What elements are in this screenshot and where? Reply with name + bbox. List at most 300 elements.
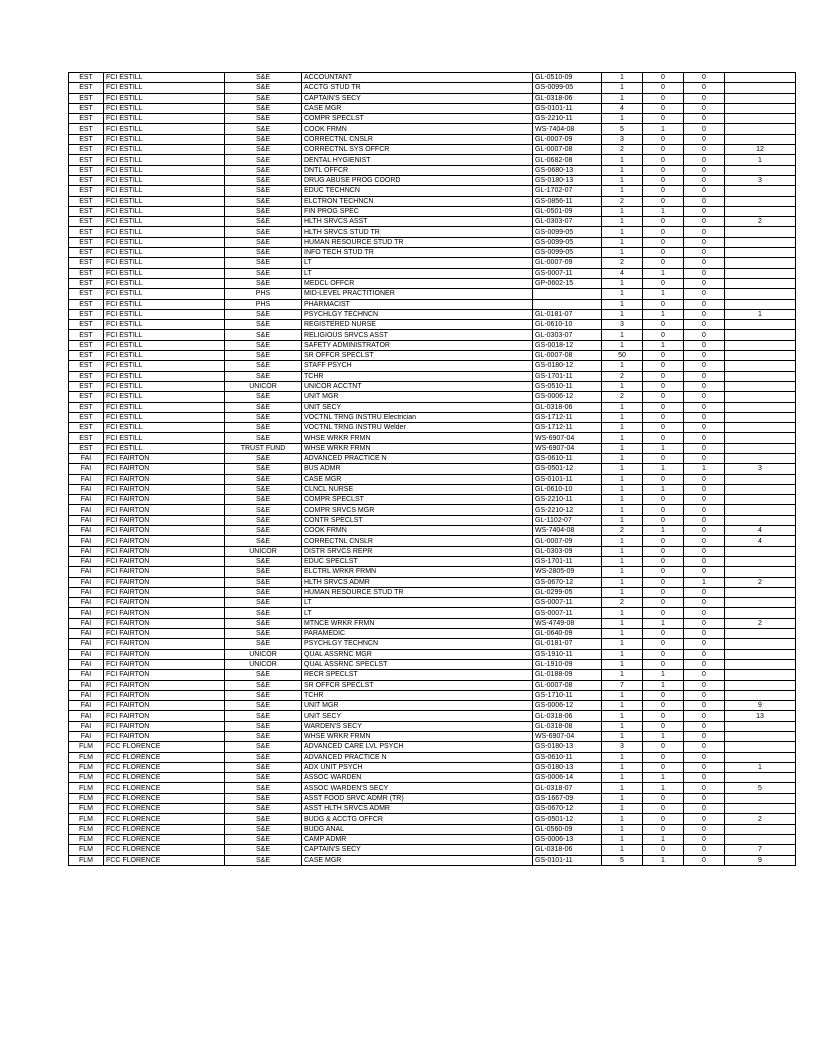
facility-cell: FCI ESTILL [104,351,225,361]
facility-cell: FCI FAIRTON [104,721,225,731]
facility-cell: FCI ESTILL [104,73,225,83]
count-c-cell: 0 [684,814,725,824]
count-d-cell: 2 [725,618,796,628]
count-d-cell [725,412,796,422]
count-b-cell: 0 [643,433,684,443]
count-a-cell: 1 [602,175,643,185]
count-d-cell: 12 [725,145,796,155]
count-d-cell [725,351,796,361]
position-cell: TCHR [302,371,533,381]
count-b-cell: 0 [643,845,684,855]
grade-cell [533,289,602,299]
fund-cell: S&E [225,567,302,577]
count-b-cell: 1 [643,526,684,536]
fund-cell: S&E [225,690,302,700]
position-cell: COOK FRMN [302,526,533,536]
count-a-cell: 1 [602,752,643,762]
fund-cell: S&E [225,93,302,103]
count-a-cell: 1 [602,495,643,505]
table-row [69,649,796,659]
count-d-cell [725,690,796,700]
count-a-cell: 1 [602,402,643,412]
position-cell: ELCTRL WRKR FRMN [302,567,533,577]
code-cell: FAI [69,495,104,505]
code-cell: FAI [69,515,104,525]
code-cell: EST [69,93,104,103]
facility-cell: FCI FAIRTON [104,567,225,577]
count-a-cell: 1 [602,361,643,371]
table-row [69,855,796,865]
facility-cell: FCI FAIRTON [104,515,225,525]
position-cell: MEDCL OFFCR [302,278,533,288]
fund-cell: S&E [225,175,302,185]
position-cell: CAPTAIN'S SECY [302,845,533,855]
facility-cell: FCI FAIRTON [104,598,225,608]
grade-cell: GL-0318-06 [533,845,602,855]
count-a-cell: 5 [602,124,643,134]
facility-cell: FCI ESTILL [104,361,225,371]
table-row [69,834,796,844]
count-b-cell: 0 [643,217,684,227]
count-b-cell: 0 [643,423,684,433]
count-a-cell: 2 [602,392,643,402]
facility-cell: FCI FAIRTON [104,495,225,505]
fund-cell: S&E [225,453,302,463]
grade-cell: WS-6907-04 [533,732,602,742]
grade-cell: GS-0680-13 [533,165,602,175]
count-c-cell: 0 [684,361,725,371]
position-cell: MID-LEVEL PRACTITIONER [302,289,533,299]
count-b-cell: 0 [643,453,684,463]
position-cell: CAMP ADMR [302,834,533,844]
facility-cell: FCI ESTILL [104,196,225,206]
count-c-cell: 0 [684,145,725,155]
table-row [69,577,796,587]
table-row [69,351,796,361]
table-row [69,762,796,772]
fund-cell: PHS [225,289,302,299]
grade-cell: GS-0099-05 [533,237,602,247]
count-b-cell: 0 [643,186,684,196]
count-d-cell [725,196,796,206]
count-c-cell: 0 [684,752,725,762]
position-cell: BUDG ANAL [302,824,533,834]
count-a-cell: 1 [602,824,643,834]
position-cell: HLTH SRVCS STUD TR [302,227,533,237]
code-cell: FAI [69,732,104,742]
count-c-cell: 0 [684,546,725,556]
count-d-cell [725,73,796,83]
code-cell: FAI [69,711,104,721]
table-row [69,289,796,299]
grade-cell: GS-1712-11 [533,412,602,422]
count-a-cell: 3 [602,134,643,144]
count-c-cell: 0 [684,433,725,443]
count-d-cell [725,340,796,350]
count-c-cell: 0 [684,690,725,700]
grade-cell: GS-0180-12 [533,361,602,371]
grade-cell: GL-0510-09 [533,73,602,83]
facility-cell: FCI FAIRTON [104,649,225,659]
grade-cell: GL-0299-05 [533,587,602,597]
count-b-cell: 1 [643,834,684,844]
fund-cell: S&E [225,114,302,124]
table-row [69,793,796,803]
count-a-cell: 1 [602,556,643,566]
count-d-cell [725,495,796,505]
code-cell: FLM [69,824,104,834]
facility-cell: FCI FAIRTON [104,526,225,536]
code-cell: FLM [69,814,104,824]
fund-cell: S&E [225,639,302,649]
count-a-cell: 1 [602,217,643,227]
table-row [69,206,796,216]
count-a-cell: 1 [602,814,643,824]
count-d-cell [725,680,796,690]
fund-cell: S&E [225,670,302,680]
fund-cell: PHS [225,299,302,309]
count-b-cell: 0 [643,608,684,618]
table-row [69,701,796,711]
fund-cell: S&E [225,196,302,206]
count-d-cell [725,556,796,566]
code-cell: FAI [69,639,104,649]
position-cell: ADX UNIT PSYCH [302,762,533,772]
facility-cell: FCI FAIRTON [104,546,225,556]
table-row [69,814,796,824]
fund-cell: S&E [225,793,302,803]
grade-cell: GL-0318-08 [533,721,602,731]
code-cell: FAI [69,690,104,700]
grade-cell: GL-0188-09 [533,670,602,680]
count-c-cell: 0 [684,237,725,247]
grade-cell: GS-0670-12 [533,577,602,587]
table-row [69,248,796,258]
position-cell: DNTL OFFCR [302,165,533,175]
count-c-cell: 0 [684,93,725,103]
fund-cell: S&E [225,423,302,433]
position-cell: EDUC TECHNCN [302,186,533,196]
count-c-cell: 0 [684,598,725,608]
position-cell: SR OFFCR SPECLST [302,680,533,690]
count-a-cell: 1 [602,73,643,83]
facility-cell: FCI ESTILL [104,412,225,422]
count-b-cell: 0 [643,381,684,391]
count-a-cell: 50 [602,351,643,361]
fund-cell: S&E [225,762,302,772]
count-d-cell [725,824,796,834]
count-b-cell: 0 [643,505,684,515]
position-cell: PSYCHLGY TECHNCN [302,639,533,649]
grade-cell: GL-0318-06 [533,711,602,721]
facility-cell: FCI FAIRTON [104,505,225,515]
fund-cell: UNICOR [225,659,302,669]
count-d-cell: 2 [725,814,796,824]
count-a-cell: 1 [602,577,643,587]
count-a-cell: 1 [602,433,643,443]
count-a-cell: 1 [602,804,643,814]
fund-cell: UNICOR [225,546,302,556]
fund-cell: S&E [225,258,302,268]
fund-cell: S&E [225,701,302,711]
count-d-cell [725,484,796,494]
count-c-cell: 0 [684,103,725,113]
facility-cell: FCI ESTILL [104,381,225,391]
count-d-cell [725,320,796,330]
position-cell: RELIGIOUS SRVCS ASST [302,330,533,340]
facility-cell: FCI ESTILL [104,289,225,299]
fund-cell: S&E [225,556,302,566]
count-b-cell: 0 [643,474,684,484]
count-d-cell [725,732,796,742]
fund-cell: S&E [225,834,302,844]
position-cell: VOCTNL TRNG INSTRU Welder [302,423,533,433]
count-b-cell: 0 [643,556,684,566]
fund-cell: S&E [225,536,302,546]
count-c-cell: 0 [684,618,725,628]
count-b-cell: 0 [643,659,684,669]
count-d-cell: 3 [725,175,796,185]
count-b-cell: 0 [643,546,684,556]
code-cell: EST [69,433,104,443]
grade-cell: WS-7404-08 [533,124,602,134]
code-cell: FLM [69,783,104,793]
table-row [69,474,796,484]
fund-cell: S&E [225,392,302,402]
facility-cell: FCI ESTILL [104,145,225,155]
facility-cell: FCI FAIRTON [104,484,225,494]
count-a-cell: 1 [602,639,643,649]
table-row [69,670,796,680]
count-b-cell: 0 [643,175,684,185]
count-d-cell [725,443,796,453]
count-c-cell: 0 [684,793,725,803]
facility-cell: FCI ESTILL [104,206,225,216]
code-cell: FAI [69,598,104,608]
count-a-cell: 1 [602,227,643,237]
count-b-cell: 0 [643,495,684,505]
position-cell: COMPR SPECLST [302,495,533,505]
table-row [69,73,796,83]
position-cell: ELCTRON TECHNCN [302,196,533,206]
facility-cell: FCI ESTILL [104,320,225,330]
count-b-cell: 0 [643,762,684,772]
count-c-cell: 0 [684,258,725,268]
facility-cell: FCI FAIRTON [104,690,225,700]
count-d-cell: 13 [725,711,796,721]
code-cell: EST [69,145,104,155]
fund-cell: S&E [225,484,302,494]
table-row [69,515,796,525]
count-c-cell: 0 [684,289,725,299]
position-cell: WHSE WRKR FRMN [302,443,533,453]
grade-cell: GS-0501-12 [533,814,602,824]
table-row [69,361,796,371]
count-c-cell: 0 [684,248,725,258]
count-c-cell: 0 [684,196,725,206]
count-d-cell [725,453,796,463]
position-cell: ADVANCED CARE LVL PSYCH [302,742,533,752]
facility-cell: FCC FLORENCE [104,824,225,834]
count-a-cell: 1 [602,608,643,618]
table-row [69,505,796,515]
count-a-cell: 1 [602,711,643,721]
grade-cell: GS-0610-11 [533,752,602,762]
fund-cell: S&E [225,680,302,690]
fund-cell: S&E [225,340,302,350]
count-d-cell [725,206,796,216]
count-d-cell: 4 [725,536,796,546]
count-c-cell: 0 [684,495,725,505]
grade-cell: GS-1712-11 [533,423,602,433]
count-d-cell [725,567,796,577]
table-row [69,556,796,566]
count-a-cell: 1 [602,793,643,803]
code-cell: EST [69,361,104,371]
count-a-cell: 1 [602,453,643,463]
count-d-cell [725,299,796,309]
code-cell: FAI [69,721,104,731]
code-cell: EST [69,217,104,227]
grade-cell [533,299,602,309]
count-a-cell: 1 [602,690,643,700]
count-b-cell: 0 [643,351,684,361]
count-b-cell: 0 [643,248,684,258]
count-c-cell: 0 [684,536,725,546]
fund-cell: S&E [225,711,302,721]
code-cell: EST [69,351,104,361]
count-a-cell: 1 [602,515,643,525]
position-cell: CLNCL NURSE [302,484,533,494]
position-cell: ADVANCED PRACTICE N [302,453,533,463]
grade-cell: GS-1710-11 [533,690,602,700]
position-cell: DISTR SRVCS REPR [302,546,533,556]
grade-cell: GS-1667-09 [533,793,602,803]
grade-cell: GS-0099-05 [533,248,602,258]
count-c-cell: 0 [684,721,725,731]
grade-cell: GS-0101-11 [533,474,602,484]
grade-cell: GL-0181-07 [533,639,602,649]
fund-cell: TRUST FUND [225,443,302,453]
table-row [69,608,796,618]
facility-cell: FCI FAIRTON [104,608,225,618]
grade-cell: GL-0181-07 [533,309,602,319]
facility-cell: FCI ESTILL [104,443,225,453]
count-c-cell: 0 [684,742,725,752]
code-cell: EST [69,165,104,175]
facility-cell: FCI FAIRTON [104,680,225,690]
facility-cell: FCI FAIRTON [104,464,225,474]
fund-cell: S&E [225,186,302,196]
facility-cell: FCI ESTILL [104,134,225,144]
table-row [69,145,796,155]
count-b-cell: 0 [643,237,684,247]
grade-cell: GL-0318-06 [533,402,602,412]
count-b-cell: 1 [643,618,684,628]
table-row [69,392,796,402]
table-row [69,618,796,628]
table-row [69,412,796,422]
position-cell: DENTAL HYGIENIST [302,155,533,165]
grade-cell: GS-0006-14 [533,773,602,783]
count-d-cell [725,433,796,443]
fund-cell: S&E [225,155,302,165]
count-c-cell: 0 [684,659,725,669]
fund-cell: S&E [225,309,302,319]
count-c-cell: 0 [684,114,725,124]
code-cell: FAI [69,536,104,546]
count-d-cell [725,258,796,268]
fund-cell: S&E [225,773,302,783]
count-a-cell: 1 [602,186,643,196]
count-b-cell: 0 [643,299,684,309]
count-a-cell: 3 [602,320,643,330]
position-cell: VOCTNL TRNG INSTRU Electrician [302,412,533,422]
position-cell: HLTH SRVCS ASST [302,217,533,227]
count-d-cell [725,608,796,618]
count-c-cell: 0 [684,217,725,227]
code-cell: EST [69,186,104,196]
count-a-cell: 1 [602,474,643,484]
count-c-cell: 0 [684,186,725,196]
count-d-cell [725,629,796,639]
count-a-cell: 1 [602,587,643,597]
count-b-cell: 0 [643,824,684,834]
count-a-cell: 1 [602,546,643,556]
count-d-cell [725,505,796,515]
count-d-cell [725,423,796,433]
code-cell: FAI [69,670,104,680]
count-b-cell: 0 [643,701,684,711]
count-a-cell: 1 [602,165,643,175]
count-a-cell: 1 [602,845,643,855]
count-c-cell: 0 [684,762,725,772]
facility-cell: FCI ESTILL [104,423,225,433]
count-b-cell: 0 [643,629,684,639]
count-b-cell: 0 [643,155,684,165]
table-row [69,381,796,391]
fund-cell: S&E [225,402,302,412]
count-b-cell: 0 [643,711,684,721]
code-cell: EST [69,155,104,165]
facility-cell: FCI ESTILL [104,258,225,268]
position-cell: ASSOC WARDEN [302,773,533,783]
position-cell: DRUG ABUSE PROG COORD [302,175,533,185]
fund-cell: S&E [225,474,302,484]
facility-cell: FCI FAIRTON [104,618,225,628]
code-cell: FAI [69,505,104,515]
count-b-cell: 0 [643,577,684,587]
count-d-cell [725,546,796,556]
position-cell: HUMAN RESOURCE STUD TR [302,587,533,597]
table-row [69,278,796,288]
count-d-cell [725,598,796,608]
grade-cell: GL-1102-07 [533,515,602,525]
facility-cell: FCI ESTILL [104,309,225,319]
position-cell: QUAL ASSRNC MGR [302,649,533,659]
count-a-cell: 2 [602,145,643,155]
table-row [69,484,796,494]
table-row [69,773,796,783]
count-a-cell: 2 [602,526,643,536]
position-cell: CASE MGR [302,855,533,865]
facility-cell: FCI ESTILL [104,392,225,402]
facility-cell: FCC FLORENCE [104,845,225,855]
facility-cell: FCC FLORENCE [104,834,225,844]
count-a-cell: 1 [602,670,643,680]
table-row [69,659,796,669]
count-c-cell: 0 [684,206,725,216]
